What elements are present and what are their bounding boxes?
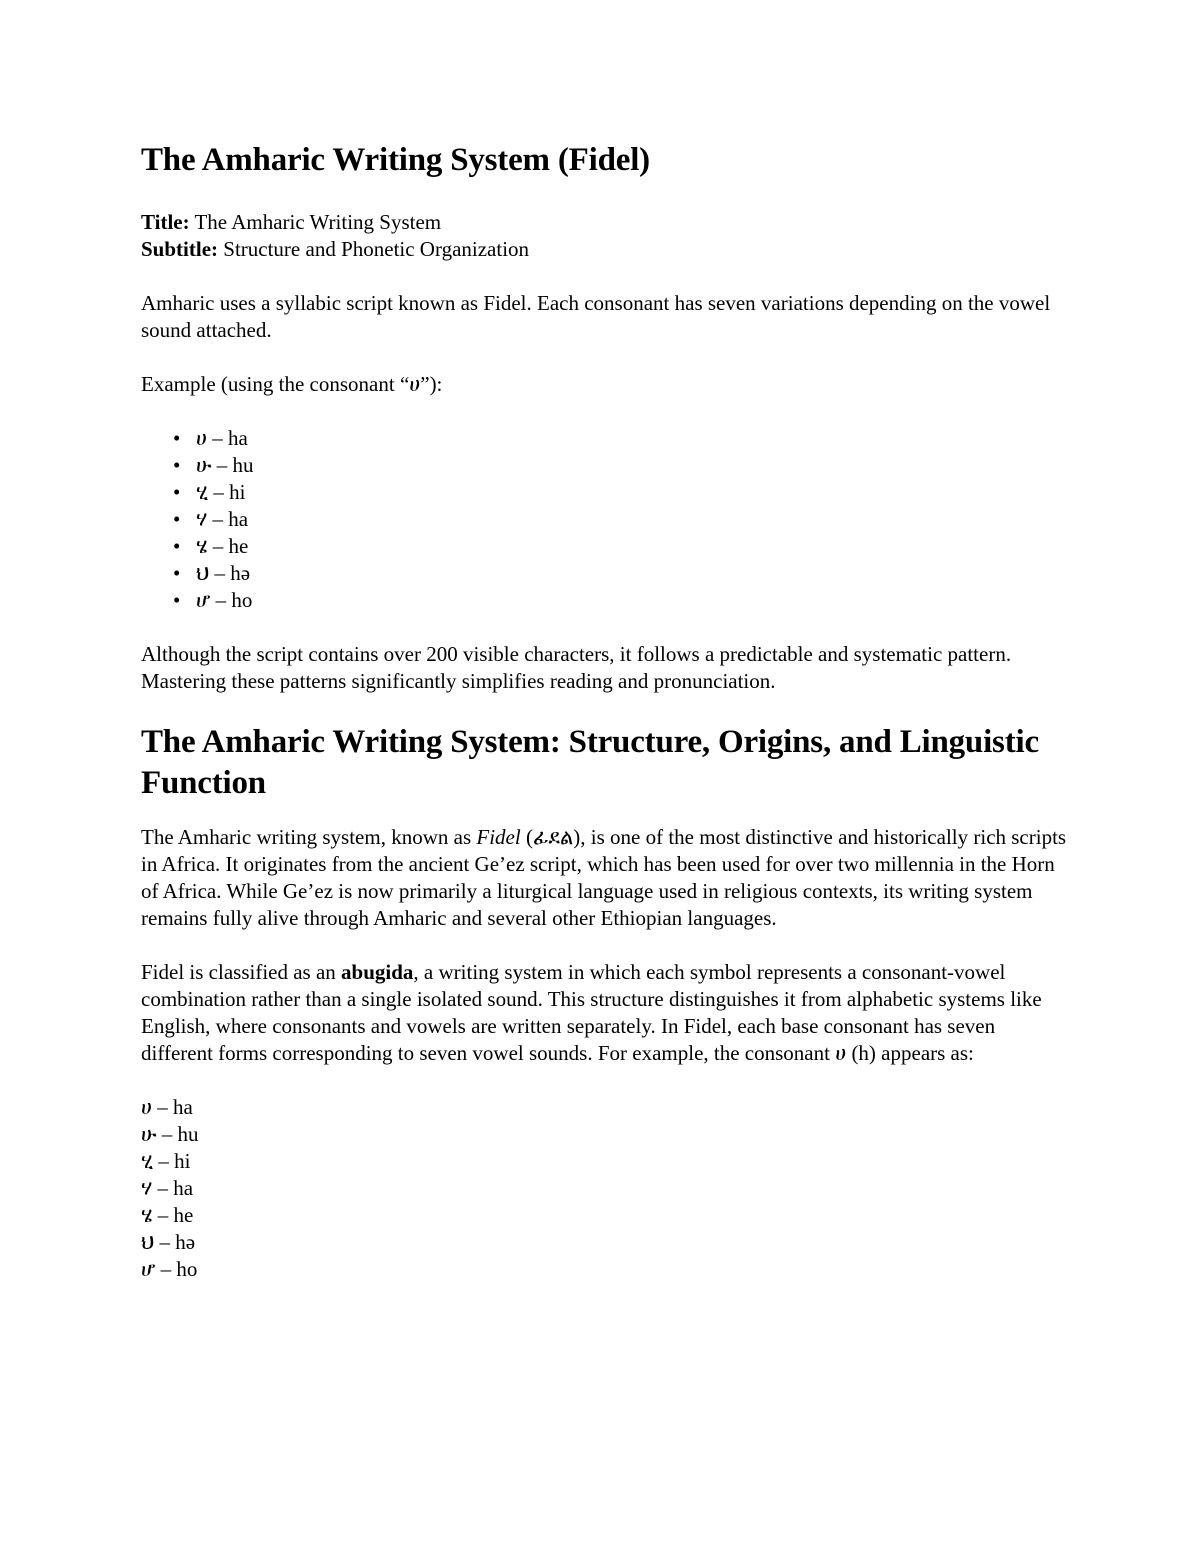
subtitle-line <box>141 236 1071 263</box>
list-item: • ህ – hə <box>141 560 1071 587</box>
intro-paragraph: Amharic uses a syllabic script known as Fidel. Each consonant has seven variations depending on the vowel sound attached. <box>141 291 1051 342</box>
list-item: • ሄ – he <box>141 533 1071 560</box>
list-item: • ሂ – hi <box>141 479 1071 506</box>
list-item: ሂ – hi <box>141 1149 191 1173</box>
document-body <box>141 140 1071 1283</box>
list-item: ሃ – ha <box>141 1176 194 1200</box>
list-item: • ሀ – ha <box>141 425 1071 452</box>
syllable-bullet-list <box>141 425 1071 614</box>
syllable-plain-list <box>141 1094 1071 1283</box>
list-item: ሆ – ho <box>141 1257 198 1281</box>
main-heading: The Amharic Writing System (Fidel) <box>141 142 650 178</box>
section-heading: The Amharic Writing System: Structure, Origins, and Linguistic Function <box>141 724 1039 801</box>
list-item: ሄ – he <box>141 1203 194 1227</box>
list-item: • ሃ – ha <box>141 506 1071 533</box>
list-item: ሁ – hu <box>141 1122 199 1146</box>
title-block <box>141 209 1071 263</box>
example-line: Example (using the consonant “ሀ”): <box>141 372 443 396</box>
fidel-origin-paragraph <box>141 824 1071 932</box>
list-item: ሀ – ha <box>141 1095 193 1119</box>
para3-text-before: The Amharic writing system, known as <box>141 825 477 849</box>
title-line <box>141 209 1071 236</box>
list-item: • ሁ – hu <box>141 452 1071 479</box>
para4-text-after: , a writing system in which each symbol represents a consonant-vowel combination rather than a single isolated sound. This structure distinguishes it from alphabetic systems like English, where consonants and vowels are written separately. In Fidel, each base consonant has seven different forms corresponding to seven vowel sounds. For example, the consonant ሀ (h) appears as: <box>141 960 1042 1065</box>
title-label: Title: <box>141 210 190 234</box>
para3-text-after: (ፊደል), is one of the most distinctive and historically rich scripts in Africa. It originates from the ancient Ge’ez script, which has been used for over two millennia in the Horn of Africa. While Ge’ez is now primarily a liturgical language used in religious contexts, its writing system remains fully alive through Amharic and several other Ethiopian languages. <box>141 825 1067 930</box>
subtitle-label: Subtitle: <box>141 237 219 261</box>
list-item: ህ – hə <box>141 1230 196 1254</box>
list-item: • ሆ – ho <box>141 587 1071 614</box>
summary-paragraph: Although the script contains over 200 visible characters, it follows a predictable and systematic pattern. Mastering these patterns significantly simplifies reading and pronunciation. <box>141 642 1012 693</box>
abugida-paragraph <box>141 959 1071 1067</box>
fidel-term: Fidel <box>476 825 521 849</box>
para4-text-before: Fidel is classified as an <box>141 960 342 984</box>
title-value: The Amharic Writing System <box>189 210 442 234</box>
abugida-term: abugida <box>341 960 414 984</box>
subtitle-value: Structure and Phonetic Organization <box>218 237 530 261</box>
